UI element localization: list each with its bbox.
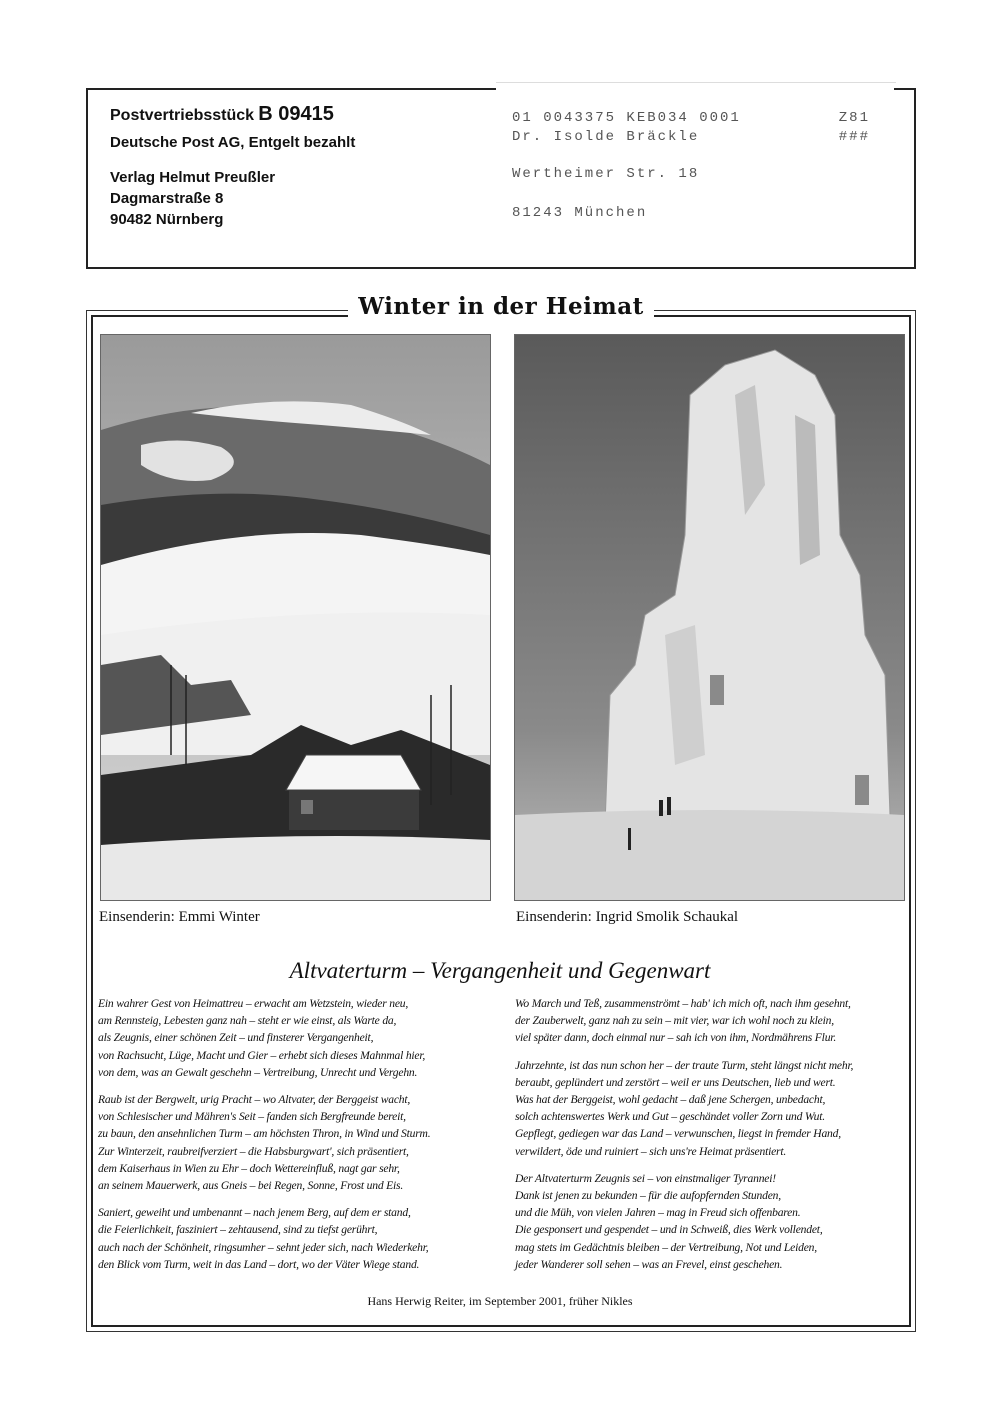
poem-author: Hans Herwig Reiter, im September 2001, früher Nikles xyxy=(367,1294,633,1308)
poem-line: von Rachsucht, Lüge, Macht und Gier – erhebt sich dieses Mahnmal hier, xyxy=(98,1048,426,1062)
section-title: Winter in der Heimat xyxy=(348,290,654,324)
poem-line: und die Müh, von vielen Jahren – mag in Freud sich offenbaren. xyxy=(515,1206,801,1220)
address-window-top-border-right xyxy=(894,88,916,90)
poem-line: Jahrzehnte, ist das nun schon her – der traute Turm, steht längst nicht mehr, xyxy=(515,1058,854,1072)
poem-line: die Feierlichkeit, fasziniert – zehtausend, sind zu tiefst gerührt, xyxy=(98,1223,378,1237)
recipient-name: Dr. Isolde Bräckle xyxy=(512,129,700,145)
poem-line: jeder Wanderer soll sehen – was an Frevel, einst geschehen. xyxy=(515,1257,783,1271)
recipient-hashes: ### xyxy=(838,129,870,145)
photo-altvater-tower xyxy=(514,334,905,901)
poem-line: den Blick vom Turm, weit in das Land – dort, wo der Väter Wiege stand. xyxy=(98,1257,420,1271)
address-window xyxy=(86,88,916,269)
poem-column-left xyxy=(98,995,498,1283)
poem-line: solch achtenswertes Werk und Gut – geschändet voller Zorn und Wut. xyxy=(515,1110,825,1124)
poem-stanza xyxy=(515,1057,915,1160)
poem-line: verwildert, öde und ruiniert – sich uns're Heimat präsentiert. xyxy=(515,1144,787,1158)
poem-line: von Schlesischer und Mähren's Seit – fanden sich Bergfreunde bereit, xyxy=(98,1110,406,1124)
poem-line: Was hat der Berggeist, wohl gedacht – daß jene Schergen, unbedacht, xyxy=(515,1093,826,1107)
poem-line: Ein wahrer Gest von Heimattreu – erwacht am Wetzstein, wieder neu, xyxy=(98,997,409,1010)
poem-line: der Zauberwelt, ganz nah zu sein – mit vier, war ich wohl noch zu klein, xyxy=(515,1014,834,1028)
publisher-street: Dagmarstraße 8 xyxy=(110,190,224,207)
poem-line: zu baun, den ansehnlichen Turm – am höchsten Thron, in Wind und Sturm. xyxy=(98,1127,431,1141)
poem-stanza xyxy=(515,995,915,1047)
poem-line: viel später dann, doch einmal nur – sah ich von ihm, Nordmährens Flur. xyxy=(515,1031,837,1045)
poem-line: mag stets im Gedächtnis bleiben – der Vertreibung, Not und Leiden, xyxy=(515,1240,817,1254)
recipient-block xyxy=(512,110,741,224)
sender-block xyxy=(110,104,355,230)
poem-title: Altvaterturm – Vergangenheit und Gegenwart xyxy=(289,958,711,983)
photo-winter-landscape xyxy=(100,334,491,901)
poem-line: Der Altvaterturm Zeugnis sei – von einstmaliger Tyrannei! xyxy=(515,1171,776,1185)
photo-caption-left: Einsenderin: Emmi Winter xyxy=(99,909,260,925)
poem-line: an seinem Mauerwerk, aus Gneis – bei Regen, Sonne, Frost und Eis. xyxy=(98,1179,404,1193)
poem-line: von dem, was an Gewalt geschehn – Vertreibung, Unrecht und Vergehn. xyxy=(98,1065,418,1079)
entgelt-line: Deutsche Post AG, Entgelt bezahlt xyxy=(110,134,356,151)
poem-line: Zur Winterzeit, raubreifverziert – die Habsburgwart', sich präsentiert, xyxy=(98,1144,409,1158)
poem-line: dem Kaiserhaus in Wien zu Ehr – doch Wettereinfluß, nagt gar sehr, xyxy=(98,1161,400,1175)
poem-stanza xyxy=(98,1204,498,1273)
poem-line: auch nach der Schönheit, ringsumher – sehnt jeder sich, nach Wiederkehr, xyxy=(98,1240,429,1254)
publisher-name: Verlag Helmut Preußler xyxy=(110,169,276,186)
publisher-city: 90482 Nürnberg xyxy=(110,211,224,228)
winter-landscape-image xyxy=(101,335,490,900)
recipient-code-line: 01 0043375 KEB034 0001 xyxy=(512,110,741,126)
recipient-code-right: Z81 xyxy=(838,110,870,126)
poem-line: Wo March und Teß, zusammenströmt – hab' ich mich oft, nach ihm gesehnt, xyxy=(515,997,851,1010)
poem-stanza xyxy=(98,995,498,1081)
postvertrieb-number: B 09415 xyxy=(258,103,334,125)
poem-line: als Zeugnis, einer schönen Zeit – und finsterer Vergangenheit, xyxy=(98,1031,374,1045)
recipient-street: Wertheimer Str. 18 xyxy=(512,166,700,182)
recipient-city: 81243 München xyxy=(512,205,648,221)
poem-line: am Rennsteig, Lebesten ganz nah – steht er wie einst, als Warte da, xyxy=(98,1014,397,1028)
poem-line: Die gesponsert und gespendet – und in Schweiß, dies Werk vollendet, xyxy=(515,1223,823,1237)
poem-column-right xyxy=(515,995,915,1283)
frozen-tower-image xyxy=(515,335,904,900)
recipient-codes-right xyxy=(839,110,870,148)
poem-line: Raub ist der Bergwelt, urig Pracht – wo Altvater, der Berggeist wacht, xyxy=(98,1093,411,1107)
poem-line: Gepflegt, gediegen war das Land – verwunschen, liegst in fremder Hand, xyxy=(515,1127,841,1141)
poem-stanza xyxy=(515,1170,915,1273)
postvertrieb-label: Postvertriebsstück xyxy=(110,107,255,124)
address-window-faint-line xyxy=(496,82,896,83)
poem-stanza xyxy=(98,1091,498,1194)
poem-line: beraubt, geplündert und zerstört – weil er uns Deutschen, lieb und wert. xyxy=(515,1075,836,1089)
address-window-top-border-left xyxy=(86,88,496,90)
poem-line: Dank ist jenen zu bekunden – für die aufopfernden Stunden, xyxy=(515,1189,781,1203)
postvertrieb-line xyxy=(110,104,355,126)
photo-caption-right: Einsenderin: Ingrid Smolik Schaukal xyxy=(516,909,739,925)
section-title-wrap xyxy=(86,290,916,326)
poem-line: Saniert, geweiht und umbenannt – nach jenem Berg, auf dem er stand, xyxy=(98,1206,411,1220)
